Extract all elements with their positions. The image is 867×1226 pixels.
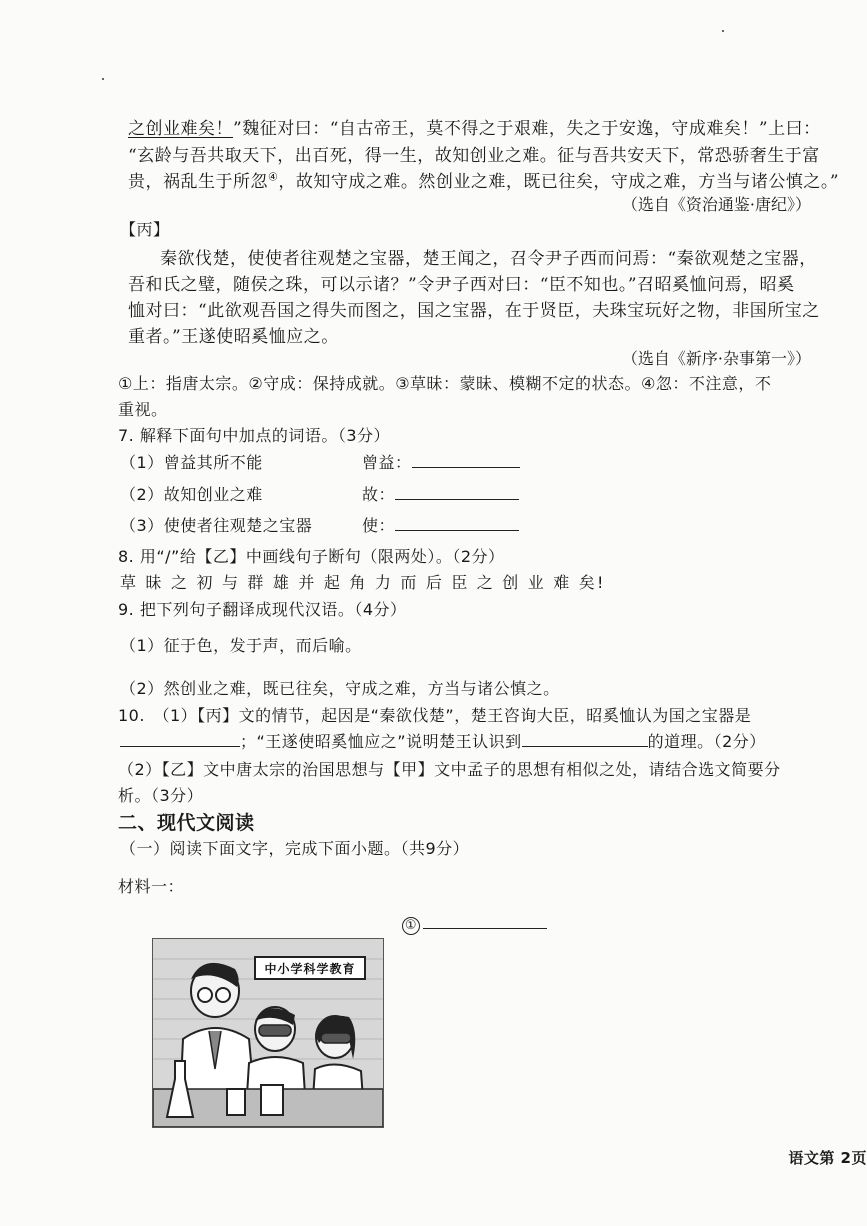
bing-source: （选自《新序·杂事第一》） — [621, 349, 811, 368]
scan-speck — [722, 30, 724, 32]
bing-line-2: 吾和氏之璧，随侯之珠，可以示诸？”令尹子西对曰：“臣不知也。”召昭奚恤问焉，昭奚 — [128, 275, 795, 295]
section-subheading: （一）阅读下面文字，完成下面小题。（共9分） — [120, 839, 470, 858]
q9-item-2: （2）然创业之难，既已往矣，守成之难，方当与诸公慎之。 — [120, 679, 560, 698]
yi-line-1: 之创业难矣！”魏征对曰：“自古帝王，莫不得之于艰难，失之于安逸，守成难矣！”上曰： — [128, 119, 821, 139]
yi-line-3: 贵，祸乱生于所忽④，故知守成之难。然创业之难，既已往矣，守成之难，方当与诸公慎之。” — [128, 170, 840, 192]
q10-line-1: 10. （1）【丙】文的情节，起因是“秦欲伐楚”，楚王咨询大臣，昭奚恤认为国之宝器是 — [118, 706, 752, 725]
yi-source: （选自《资治通鉴·唐纪》） — [621, 195, 811, 214]
q7-item-1: （1）曾益其所不能 — [120, 453, 263, 472]
footnote-mark: ④ — [268, 170, 279, 184]
answer-blank[interactable] — [395, 514, 519, 531]
q9-item-1: （1）征于色，发于声，而后喻。 — [120, 636, 362, 655]
q8-sentence: 草 昧 之 初 与 群 雄 并 起 角 力 而 后 臣 之 创 业 难 矣! — [120, 573, 606, 592]
section-heading: 二、现代文阅读 — [118, 812, 255, 834]
q10-line-3: （2）【乙】文中唐太宗的治国思想与【甲】文中孟子的思想有相似之处，请结合选文简要分 — [118, 760, 781, 779]
answer-blank[interactable] — [412, 451, 520, 468]
q7-answer-1: 曾益： — [362, 450, 520, 473]
circled-number: ① — [402, 917, 420, 935]
q7-item-2: （2）故知创业之难 — [120, 485, 263, 504]
q7-item-3: （3）使使者往观楚之宝器 — [120, 516, 313, 535]
scan-speck — [102, 78, 104, 80]
bing-line-3: 恤对曰：“此欲观吾国之得失而图之，国之宝器，在于贤臣，夫珠宝玩好之物，非国所宝之 — [128, 301, 820, 321]
q7-answer-3: 使： — [362, 513, 519, 536]
answer-blank[interactable] — [395, 483, 519, 500]
material-label: 材料一： — [118, 877, 185, 896]
answer-blank[interactable] — [423, 912, 547, 929]
answer-blank[interactable] — [522, 730, 648, 747]
notes-line-1: ①上：指唐太宗。②守成：保持成就。③草昧：蒙昧、模糊不定的状态。④忽：不注意，不 — [118, 374, 772, 393]
q10-line-4: 析。（3分） — [118, 786, 204, 805]
material-title-blank — [402, 912, 547, 935]
q10-line-2: ；“王遂使昭奚恤应之”说明楚王认识到 的道理。（2分） — [120, 729, 766, 752]
bing-line-1: 秦欲伐楚，使使者往观楚之宝器，楚王闻之，召令尹子西而问焉：“秦欲观楚之宝器， — [160, 249, 817, 269]
q7-answer-2: 故： — [362, 482, 519, 505]
notes-line-2: 重视。 — [118, 400, 168, 419]
q9-title: 9. 把下列句子翻译成现代汉语。（4分） — [118, 600, 407, 619]
underlined-sentence-end: 之创业难矣！ — [128, 119, 233, 139]
bing-label: 【丙】 — [120, 220, 170, 239]
answer-blank[interactable] — [120, 730, 240, 747]
yi-line-2: “玄龄与吾共取天下，出百死，得一生，故知创业之难。征与吾共安天下，常恐骄奢生于富 — [128, 146, 820, 166]
cartoon-image — [152, 938, 384, 1128]
page-number: 语文第 2页 — [788, 1149, 867, 1167]
q7-title: 7. 解释下面句中加点的词语。（3分） — [118, 426, 391, 445]
cartoon-sign-text: 中小学科学教育 — [264, 962, 356, 976]
bing-line-4: 重者。”王遂使昭奚恤应之。 — [128, 327, 339, 347]
q8-title: 8. 用“/”给【乙】中画线句子断句（限两处）。（2分） — [118, 547, 505, 566]
